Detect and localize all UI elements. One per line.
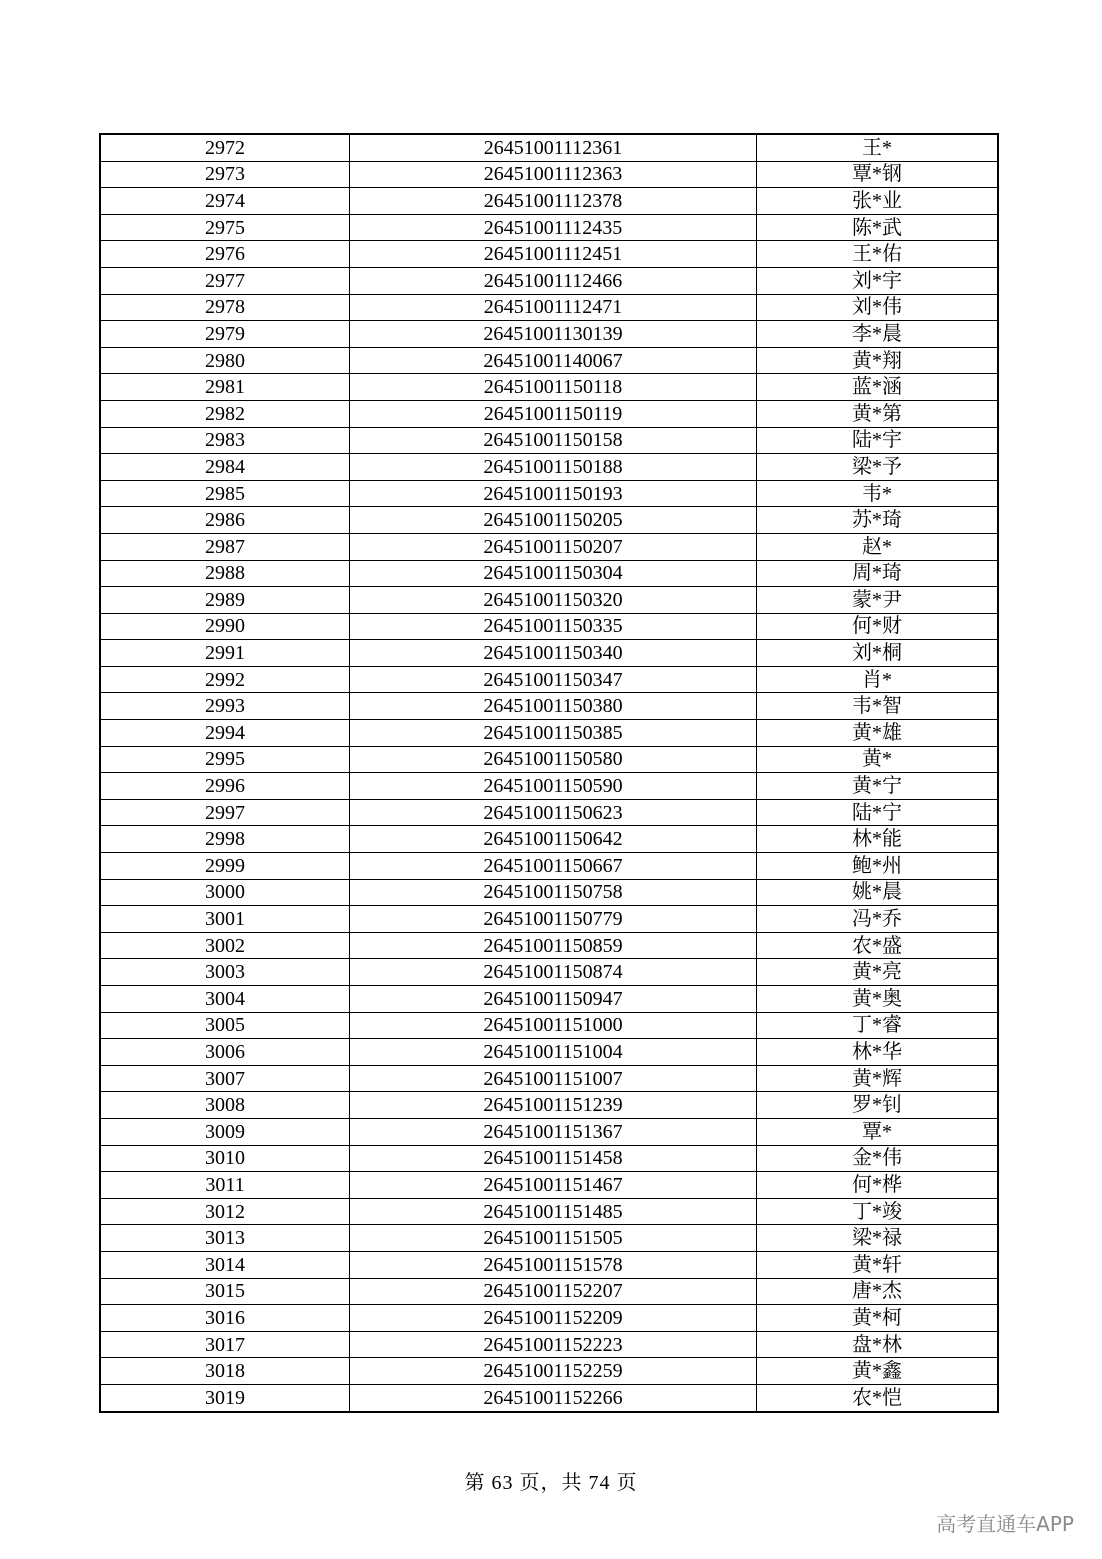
candidate-id-cell: 26451001150380: [350, 693, 757, 720]
table-row: [100, 959, 998, 986]
candidate-name-cell: 黄*辉: [757, 1065, 999, 1092]
candidate-id-cell: 26451001150947: [350, 986, 757, 1013]
row-number-cell: 2980: [100, 347, 350, 374]
candidate-id-cell: 26451001112378: [350, 188, 757, 215]
candidate-name-cell: 黄*宁: [757, 773, 999, 800]
candidate-name-cell: 赵*: [757, 533, 999, 560]
candidate-name-cell: 王*佑: [757, 241, 999, 268]
candidate-name-cell: 陆*宁: [757, 799, 999, 826]
candidate-name-cell: 金*伟: [757, 1145, 999, 1172]
candidate-name-cell: 陆*宇: [757, 427, 999, 454]
candidate-id-cell: 26451001150623: [350, 799, 757, 826]
candidate-name-cell: 韦*智: [757, 693, 999, 720]
candidate-id-cell: 26451001150874: [350, 959, 757, 986]
roster-table-container: [99, 133, 999, 1413]
candidate-id-cell: 26451001112451: [350, 241, 757, 268]
table-row: [100, 799, 998, 826]
candidate-id-cell: 26451001112466: [350, 267, 757, 294]
candidate-name-cell: 苏*琦: [757, 507, 999, 534]
candidate-id-cell: 26451001150158: [350, 427, 757, 454]
candidate-name-cell: 周*琦: [757, 560, 999, 587]
table-row: [100, 241, 998, 268]
row-number-cell: 3002: [100, 932, 350, 959]
row-number-cell: 2991: [100, 640, 350, 667]
table-row: [100, 640, 998, 667]
candidate-id-cell: 26451001150188: [350, 454, 757, 481]
candidate-name-cell: 李*晨: [757, 321, 999, 348]
table-row: [100, 560, 998, 587]
row-number-cell: 3000: [100, 879, 350, 906]
candidate-id-cell: 26451001152223: [350, 1331, 757, 1358]
candidate-name-cell: 盘*林: [757, 1331, 999, 1358]
candidate-name-cell: 黄*奥: [757, 986, 999, 1013]
row-number-cell: 3006: [100, 1039, 350, 1066]
table-row: [100, 853, 998, 880]
row-number-cell: 2976: [100, 241, 350, 268]
row-number-cell: 2975: [100, 214, 350, 241]
row-number-cell: 2979: [100, 321, 350, 348]
candidate-id-cell: 26451001151505: [350, 1225, 757, 1252]
row-number-cell: 3015: [100, 1278, 350, 1305]
candidate-name-cell: 刘*桐: [757, 640, 999, 667]
candidate-id-cell: 26451001150580: [350, 746, 757, 773]
candidate-name-cell: 黄*翔: [757, 347, 999, 374]
candidate-name-cell: 黄*亮: [757, 959, 999, 986]
table-row: [100, 1118, 998, 1145]
table-row: [100, 1172, 998, 1199]
table-row: [100, 906, 998, 933]
row-number-cell: 2996: [100, 773, 350, 800]
row-number-cell: 3009: [100, 1118, 350, 1145]
table-row: [100, 720, 998, 747]
candidate-id-cell: 26451001152209: [350, 1305, 757, 1332]
table-row: [100, 879, 998, 906]
candidate-name-cell: 唐*杰: [757, 1278, 999, 1305]
table-row: [100, 693, 998, 720]
row-number-cell: 2997: [100, 799, 350, 826]
candidate-name-cell: 黄*柯: [757, 1305, 999, 1332]
candidate-id-cell: 26451001151367: [350, 1118, 757, 1145]
watermark-logo-text: 高考直通车APP: [936, 1512, 1074, 1536]
candidate-id-cell: 26451001151458: [350, 1145, 757, 1172]
table-row: [100, 1039, 998, 1066]
table-row: [100, 533, 998, 560]
row-number-cell: 2990: [100, 613, 350, 640]
row-number-cell: 3013: [100, 1225, 350, 1252]
candidate-name-cell: 黄*轩: [757, 1251, 999, 1278]
candidate-name-cell: 丁*睿: [757, 1012, 999, 1039]
candidate-name-cell: 王*: [757, 134, 999, 161]
table-row: [100, 161, 998, 188]
candidate-name-cell: 黄*雄: [757, 720, 999, 747]
roster-table-body: [100, 134, 998, 1412]
row-number-cell: 2974: [100, 188, 350, 215]
row-number-cell: 3004: [100, 986, 350, 1013]
table-row: [100, 134, 998, 161]
table-row: [100, 986, 998, 1013]
candidate-name-cell: 陈*武: [757, 214, 999, 241]
candidate-name-cell: 林*能: [757, 826, 999, 853]
candidate-id-cell: 26451001112363: [350, 161, 757, 188]
table-row: [100, 1251, 998, 1278]
candidate-id-cell: 26451001150758: [350, 879, 757, 906]
row-number-cell: 2983: [100, 427, 350, 454]
table-row: [100, 294, 998, 321]
candidate-name-cell: 冯*乔: [757, 906, 999, 933]
row-number-cell: 2982: [100, 400, 350, 427]
table-row: [100, 1305, 998, 1332]
row-number-cell: 2977: [100, 267, 350, 294]
candidate-name-cell: 蒙*尹: [757, 587, 999, 614]
candidate-name-cell: 张*业: [757, 188, 999, 215]
table-row: [100, 321, 998, 348]
table-row: [100, 480, 998, 507]
candidate-id-cell: 26451001152207: [350, 1278, 757, 1305]
row-number-cell: 3014: [100, 1251, 350, 1278]
table-row: [100, 1092, 998, 1119]
table-row: [100, 1012, 998, 1039]
row-number-cell: 2988: [100, 560, 350, 587]
table-row: [100, 1331, 998, 1358]
candidate-id-cell: 26451001150779: [350, 906, 757, 933]
candidate-id-cell: 26451001112361: [350, 134, 757, 161]
candidate-id-cell: 26451001112435: [350, 214, 757, 241]
row-number-cell: 3019: [100, 1384, 350, 1411]
table-row: [100, 214, 998, 241]
table-row: [100, 613, 998, 640]
candidate-id-cell: 26451001151239: [350, 1092, 757, 1119]
table-row: [100, 666, 998, 693]
candidate-id-cell: 26451001151000: [350, 1012, 757, 1039]
table-row: [100, 932, 998, 959]
candidate-id-cell: 26451001150335: [350, 613, 757, 640]
candidate-id-cell: 26451001150320: [350, 587, 757, 614]
candidate-id-cell: 26451001151578: [350, 1251, 757, 1278]
row-number-cell: 3010: [100, 1145, 350, 1172]
candidate-name-cell: 鲍*州: [757, 853, 999, 880]
candidate-name-cell: 梁*予: [757, 454, 999, 481]
candidate-name-cell: 姚*晨: [757, 879, 999, 906]
candidate-name-cell: 肖*: [757, 666, 999, 693]
candidate-name-cell: 梁*禄: [757, 1225, 999, 1252]
candidate-id-cell: 26451001150590: [350, 773, 757, 800]
candidate-id-cell: 26451001112471: [350, 294, 757, 321]
candidate-id-cell: 26451001150205: [350, 507, 757, 534]
row-number-cell: 2987: [100, 533, 350, 560]
candidate-id-cell: 26451001150207: [350, 533, 757, 560]
candidate-id-cell: 26451001130139: [350, 321, 757, 348]
candidate-name-cell: 何*财: [757, 613, 999, 640]
table-row: [100, 773, 998, 800]
candidate-id-cell: 26451001152259: [350, 1358, 757, 1385]
row-number-cell: 2981: [100, 374, 350, 401]
candidate-id-cell: 26451001150304: [350, 560, 757, 587]
candidate-id-cell: 26451001150859: [350, 932, 757, 959]
row-number-cell: 2999: [100, 853, 350, 880]
candidate-name-cell: 丁*竣: [757, 1198, 999, 1225]
candidate-id-cell: 26451001150385: [350, 720, 757, 747]
roster-table: [99, 133, 999, 1413]
candidate-name-cell: 黄*鑫: [757, 1358, 999, 1385]
row-number-cell: 3012: [100, 1198, 350, 1225]
row-number-cell: 2986: [100, 507, 350, 534]
candidate-name-cell: 韦*: [757, 480, 999, 507]
table-row: [100, 1384, 998, 1411]
candidate-id-cell: 26451001150347: [350, 666, 757, 693]
candidate-name-cell: 罗*钊: [757, 1092, 999, 1119]
candidate-id-cell: 26451001151485: [350, 1198, 757, 1225]
table-row: [100, 1145, 998, 1172]
table-row: [100, 267, 998, 294]
table-row: [100, 507, 998, 534]
row-number-cell: 3011: [100, 1172, 350, 1199]
candidate-id-cell: 26451001150193: [350, 480, 757, 507]
candidate-name-cell: 林*华: [757, 1039, 999, 1066]
candidate-id-cell: 26451001140067: [350, 347, 757, 374]
candidate-name-cell: 刘*伟: [757, 294, 999, 321]
row-number-cell: 2992: [100, 666, 350, 693]
candidate-id-cell: 26451001150118: [350, 374, 757, 401]
candidate-id-cell: 26451001150119: [350, 400, 757, 427]
row-number-cell: 3007: [100, 1065, 350, 1092]
row-number-cell: 2984: [100, 454, 350, 481]
table-row: [100, 1278, 998, 1305]
candidate-name-cell: 覃*钢: [757, 161, 999, 188]
row-number-cell: 2995: [100, 746, 350, 773]
page-number-footer: 第 63 页，共 74 页: [464, 1472, 638, 1494]
candidate-name-cell: 蓝*涵: [757, 374, 999, 401]
table-row: [100, 188, 998, 215]
candidate-name-cell: 何*桦: [757, 1172, 999, 1199]
row-number-cell: 2973: [100, 161, 350, 188]
table-row: [100, 374, 998, 401]
candidate-name-cell: 覃*: [757, 1118, 999, 1145]
row-number-cell: 3005: [100, 1012, 350, 1039]
row-number-cell: 2978: [100, 294, 350, 321]
table-row: [100, 400, 998, 427]
table-row: [100, 454, 998, 481]
row-number-cell: 2972: [100, 134, 350, 161]
row-number-cell: 2985: [100, 480, 350, 507]
candidate-id-cell: 26451001150340: [350, 640, 757, 667]
candidate-id-cell: 26451001151467: [350, 1172, 757, 1199]
row-number-cell: 3003: [100, 959, 350, 986]
table-row: [100, 826, 998, 853]
row-number-cell: 3018: [100, 1358, 350, 1385]
row-number-cell: 3001: [100, 906, 350, 933]
row-number-cell: 2994: [100, 720, 350, 747]
candidate-id-cell: 26451001151004: [350, 1039, 757, 1066]
row-number-cell: 2998: [100, 826, 350, 853]
table-row: [100, 427, 998, 454]
row-number-cell: 3016: [100, 1305, 350, 1332]
candidate-id-cell: 26451001150642: [350, 826, 757, 853]
table-row: [100, 1225, 998, 1252]
table-row: [100, 1198, 998, 1225]
row-number-cell: 2993: [100, 693, 350, 720]
row-number-cell: 3017: [100, 1331, 350, 1358]
candidate-id-cell: 26451001151007: [350, 1065, 757, 1092]
table-row: [100, 347, 998, 374]
table-row: [100, 1358, 998, 1385]
candidate-name-cell: 黄*: [757, 746, 999, 773]
candidate-name-cell: 刘*宇: [757, 267, 999, 294]
table-row: [100, 587, 998, 614]
candidate-name-cell: 农*盛: [757, 932, 999, 959]
candidate-id-cell: 26451001150667: [350, 853, 757, 880]
table-row: [100, 1065, 998, 1092]
row-number-cell: 2989: [100, 587, 350, 614]
candidate-id-cell: 26451001152266: [350, 1384, 757, 1411]
candidate-name-cell: 农*恺: [757, 1384, 999, 1411]
row-number-cell: 3008: [100, 1092, 350, 1119]
candidate-name-cell: 黄*第: [757, 400, 999, 427]
table-row: [100, 746, 998, 773]
